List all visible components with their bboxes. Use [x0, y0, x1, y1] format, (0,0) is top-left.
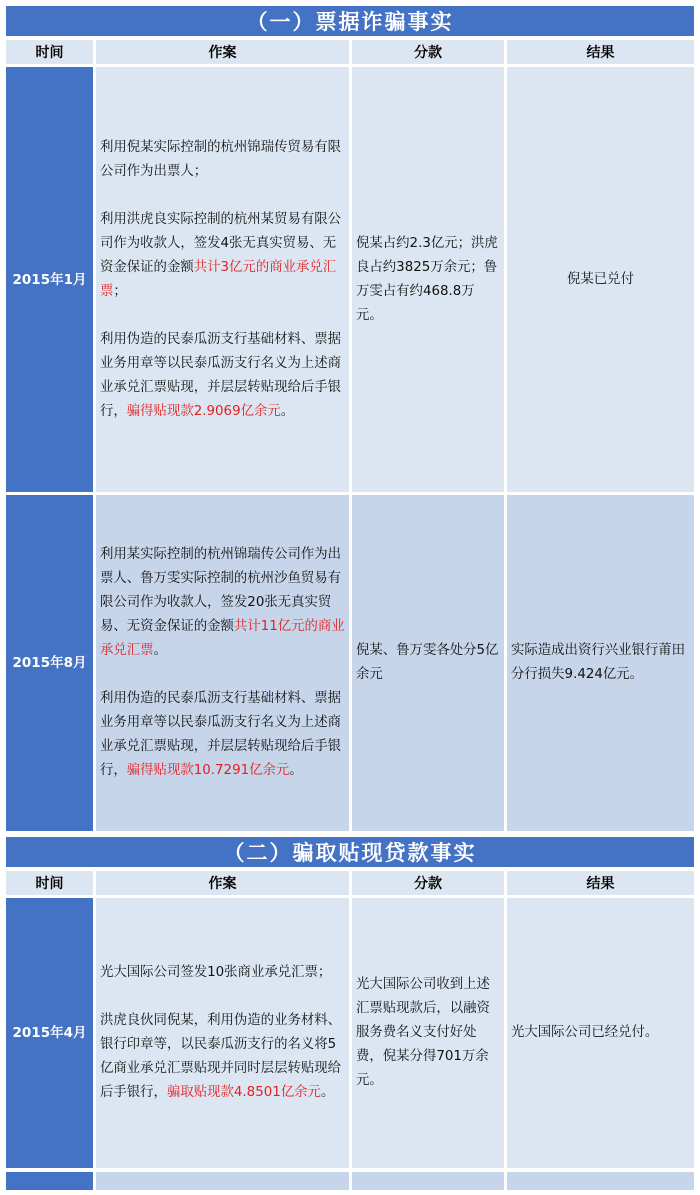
header-case: 作案 — [96, 40, 352, 64]
section2-title: （二）骗取贴现贷款事实 — [6, 837, 694, 867]
case-text: 利用伪造的民泰瓜沥支行基础材料、票据业务用章等以民泰瓜沥支行名义为上述商业承兑汇票贴现，并层层转贴现给后手银行， — [100, 691, 342, 778]
result-text: 实际造成出资行兴业银行莆田分行损失9.424亿元。 — [511, 643, 686, 682]
header-split: 分款 — [352, 40, 507, 64]
table-row — [6, 67, 694, 492]
case-paragraph — [100, 687, 345, 783]
split-text: 倪某、鲁万雯各处分5亿余元 — [356, 643, 499, 682]
header-split: 分款 — [352, 871, 507, 895]
case-text: 利用倪某实际控制的杭州锦瑞传贸易有限公司作为出票人； — [100, 139, 342, 179]
case-highlight: 骗得贴现款10.7291亿余元 — [126, 763, 290, 778]
header-result: 结果 — [507, 871, 694, 895]
row-result — [507, 67, 694, 492]
row-result — [507, 898, 694, 1168]
case-text: 。 — [153, 643, 167, 658]
result-text: 倪某已兑付 — [567, 271, 634, 287]
row-time: 2015年8月 — [6, 495, 96, 831]
case-text: 利用某实际控制的杭州锦瑞传公司作为出票人、鲁万雯实际控制的杭州沙鱼贸易有限公司作为收款人，签发20张无真实贸易、无资金保证的金额 — [100, 547, 342, 634]
case-highlight: 骗取贴现款4.8501亿余元 — [166, 1085, 321, 1100]
case-text: 。 — [280, 403, 295, 419]
section1-title: （一）票据诈骗事实 — [6, 6, 694, 36]
case-text: 。 — [289, 763, 303, 778]
row-case — [96, 67, 352, 492]
case-text: 利用伪造的民泰瓜沥支行基础材料、票据业务用章等以民泰瓜沥支行名义为上述商业承兑汇票贴现，并层层转贴现给后手银行， — [100, 331, 342, 419]
case-text: 利用洪虎良实际控制的杭州某贸易有限公司作为收款人，签发4张无真实贸易、无资金保证的金额 — [100, 211, 342, 275]
section1-header-row — [6, 40, 694, 64]
case-text: 。 — [320, 1085, 335, 1100]
row-split — [352, 67, 507, 492]
row-time: 2015年4月 — [6, 898, 96, 1168]
case-highlight: 共计3亿元的商业承兑汇票 — [100, 259, 337, 299]
result-text: 光大国际公司已经兑付。 — [511, 1025, 659, 1040]
case-paragraph — [100, 961, 345, 985]
row-result — [507, 495, 694, 831]
case-paragraph — [100, 328, 345, 424]
case-paragraph — [100, 1009, 345, 1105]
table-row — [6, 495, 694, 831]
case-paragraph — [100, 208, 345, 304]
row-split — [352, 898, 507, 1168]
split-text: 倪某占约2.3亿元；洪虎良占约3825万余元；鲁万雯占有约468.8万元。 — [356, 235, 498, 323]
row-case — [96, 495, 352, 831]
case-text: 光大国际公司签发10张商业承兑汇票； — [100, 965, 332, 980]
case-paragraph — [100, 136, 345, 184]
header-result: 结果 — [507, 40, 694, 64]
row-case — [96, 898, 352, 1168]
split-text: 光大国际公司收到上述汇票贴现款后，以融资服务费名义支付好处费，倪某分得701万余元。 — [356, 977, 490, 1088]
case-highlight: 骗得贴现款2.9069亿余元 — [126, 403, 281, 419]
row-time: 2015年1月 — [6, 67, 96, 492]
case-highlight: 共计11亿元的商业承兑汇票 — [100, 619, 345, 658]
table-bottom-strip — [6, 1172, 694, 1190]
case-text: ； — [113, 283, 127, 299]
header-time: 时间 — [6, 40, 96, 64]
case-paragraph — [100, 543, 345, 663]
case-text: 洪虎良伙同倪某，利用伪造的业务材料、银行印章等，以民泰瓜沥支行的名义将5亿商业承兑汇票贴现并同时层层转贴现给后手银行， — [100, 1013, 342, 1100]
header-case: 作案 — [96, 871, 352, 895]
header-time: 时间 — [6, 871, 96, 895]
section2-header-row — [6, 871, 694, 895]
table-row — [6, 898, 694, 1168]
row-split — [352, 495, 507, 831]
